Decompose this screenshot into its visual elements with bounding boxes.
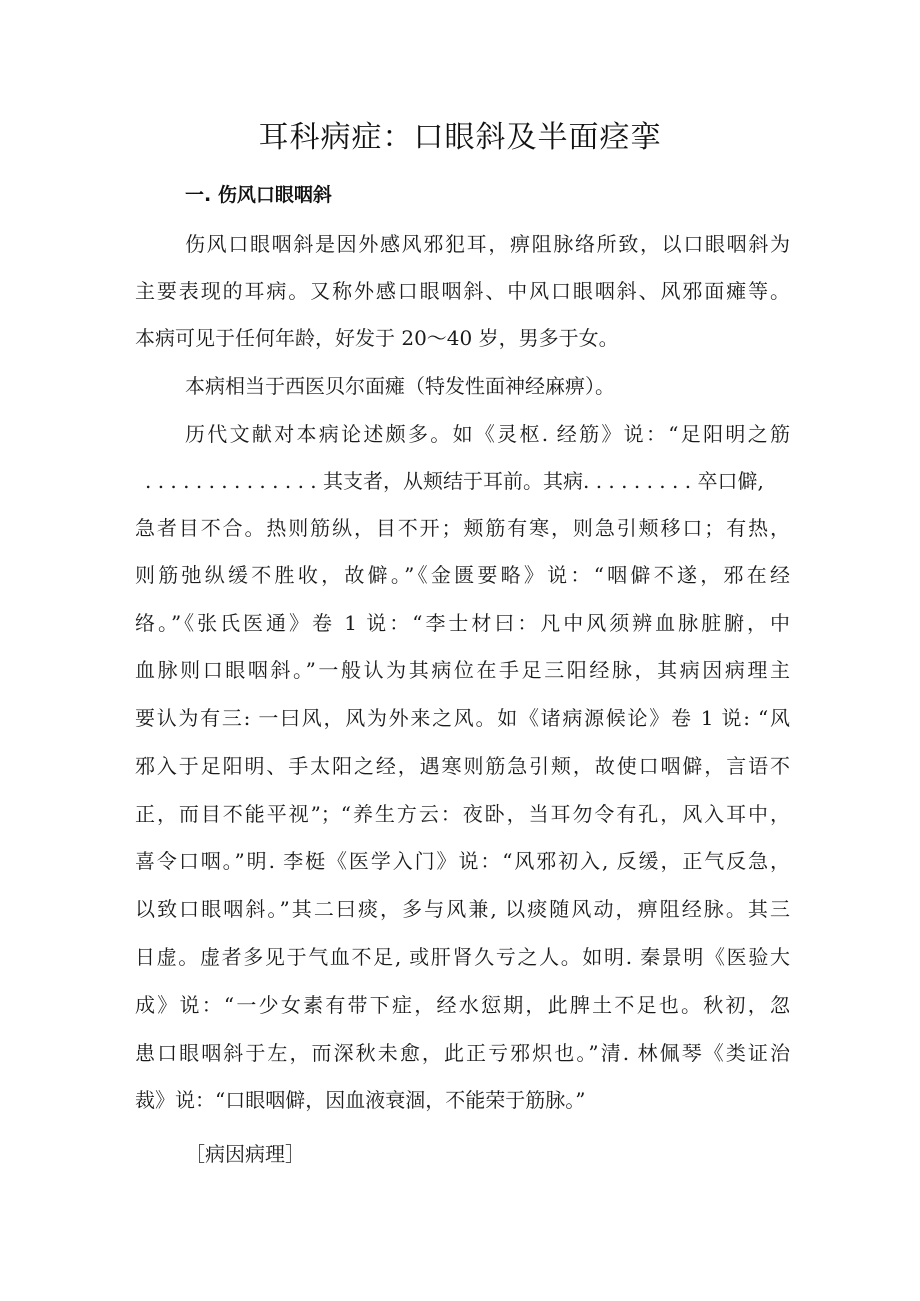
paragraph-line: 以致口眼咽斜。”其二曰痰，多与风兼, 以痰随风动，痹阻经脉。其三: [135, 897, 790, 921]
paragraph-line: 本病可见于任何年龄，好发于 20～40 岁，男多于女。: [135, 326, 619, 350]
paragraph-line: 则筋弛纵缓不胜收，故僻。”《金匮要略》说：“咽僻不遂，邪在经: [135, 563, 790, 587]
paragraph-line: 本病相当于西医贝尔面瘫（特发性面神经麻痹）。: [185, 374, 615, 398]
section-label: ［病因病理］: [185, 1142, 305, 1166]
paragraph-line: 络。”《张氏医通》卷 1 说：“李士材曰：凡中风须辨血脉脏腑，中: [135, 611, 790, 635]
paragraph-line: 历代文献对本病论述颇多。如《灵枢. 经筋》说：“足阳明之筋: [185, 422, 790, 446]
page-title: 耳科病症：口眼斜及半面痉挛: [258, 120, 662, 155]
section-heading: 一. 伤风口眼咽斜: [185, 184, 332, 206]
paragraph-line: 主要表现的耳病。又称外感口眼咽斜、中风口眼咽斜、风邪面瘫等。: [135, 279, 790, 303]
paragraph-line: . . . . . . . . . . . . . . 其支者，从颊结于耳前。其病. . . . . . . . . 卒口僻,: [145, 469, 764, 493]
paragraph-line: 急者目不合。热则筋纵，目不开；颊筋有寒，则急引颊移口；有热，: [135, 516, 790, 540]
paragraph-line: 成》说：“一少女素有带下症，经水愆期，此脾土不足也。秋初，忽: [135, 993, 790, 1017]
paragraph-line: 要认为有三: 一曰风，风为外来之风。如《诸病源候论》卷 1 说: “风: [135, 706, 790, 730]
paragraph-line: 正，而目不能平视”；“养生方云：夜卧，当耳勿令有孔，风入耳中，: [135, 802, 790, 826]
paragraph-line: 血脉则口眼咽斜。”一般认为其病位在手足三阳经脉，其病因病理主: [135, 658, 790, 682]
paragraph-line: 伤风口眼咽斜是因外感风邪犯耳，痹阻脉络所致，以口眼咽斜为: [185, 232, 790, 256]
paragraph-line: 喜令口咽。”明. 李梃《医学入门》说：“风邪初入, 反缓，正气反急，: [135, 849, 790, 873]
paragraph-line: 裁》说：“口眼咽僻，因血液衰涸，不能荣于筋脉。”: [135, 1088, 586, 1112]
paragraph-line: 患口眼咽斜于左，而深秋未愈，此正亏邪炽也。”清. 林佩琴《类证治: [135, 1041, 790, 1065]
paragraph-line: 日虚。虚者多见于气血不足, 或肝肾久亏之人。如明. 秦景明《医验大: [135, 945, 790, 969]
paragraph-line: 邪入于足阳明、手太阳之经，遇寒则筋急引颊，故使口咽僻，言语不: [135, 754, 790, 778]
